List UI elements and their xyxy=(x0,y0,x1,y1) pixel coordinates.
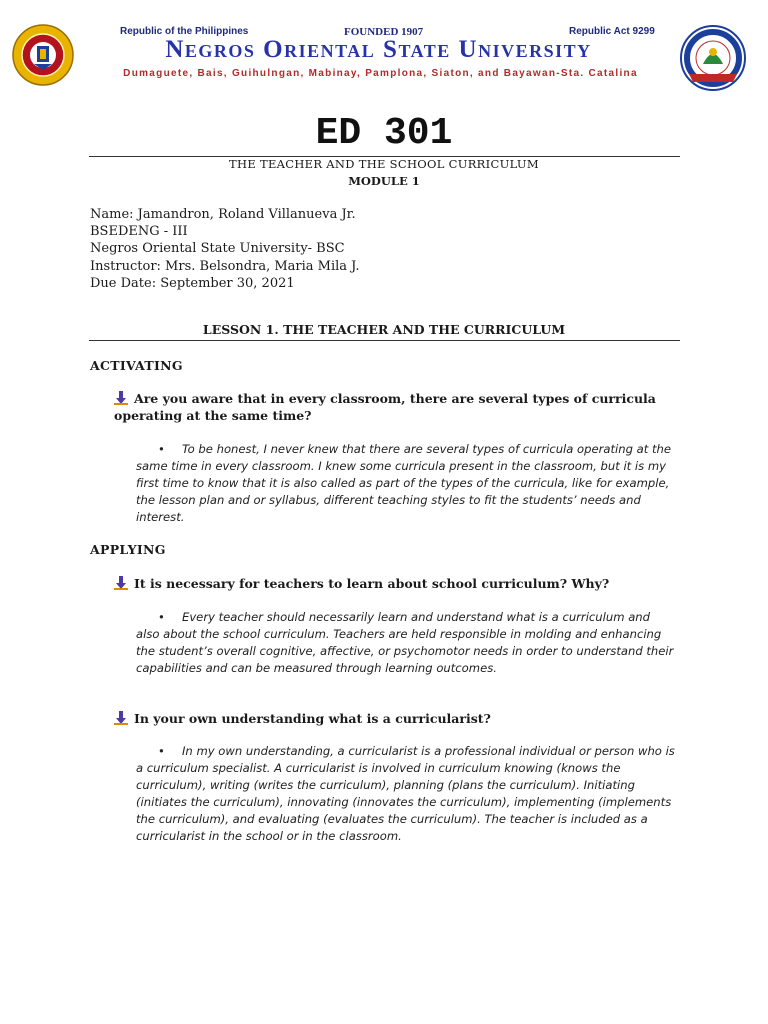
section-applying: APPLYING xyxy=(90,542,166,557)
student-info xyxy=(90,206,360,292)
student-school: Negros Oriental State University- BSC xyxy=(90,241,345,257)
question-3 xyxy=(114,710,679,727)
down-arrow-icon xyxy=(114,391,128,405)
down-arrow-icon xyxy=(114,711,128,725)
lesson-divider xyxy=(89,340,680,341)
section-activating: ACTIVATING xyxy=(90,358,183,373)
question-3-text: In your own understanding what is a curricularist? xyxy=(134,711,491,726)
lesson-title: LESSON 1. THE TEACHER AND THE CURRICULUM xyxy=(202,322,566,337)
republic-label: Republic of the Philippines xyxy=(120,26,249,37)
student-due-date: Due Date: September 30, 2021 xyxy=(90,275,295,291)
student-name: Name: Jamandron, Roland Villanueva Jr. xyxy=(90,207,356,222)
answer-1-text: To be honest, I never knew that there are several types of curricula operating at the same time in every classroom. I knew some curricula present in the classroom, but it is my first time to know that it is also called as part of the types of the curricula, like for example, the lesson plan and or syllabus, different teaching styles to fit the students’ needs and interest. xyxy=(136,442,672,524)
founded-label: FOUNDED 1907 xyxy=(344,26,424,38)
question-2 xyxy=(114,575,679,592)
answer-3-text: In my own understanding, a curricularist is a professional individual or person who is a curriculum specialist. A curricularist is involved in curriculum knowing (knows the curriculum), writing (writes the curriculum), planning (plans the curriculum). Initiating (initiates the curriculum), innovating (innovates the curriculum), implementing (implements the curriculum), and evaluating (evaluates the curriculum). The teacher is included as a curricularist in the school or in the classroom. xyxy=(136,744,675,843)
bullet-icon: • xyxy=(158,744,165,758)
answer-2-text: Every teacher should necessarily learn and understand what is a curriculum and also about the school curriculum. Teachers are held responsible in molding and enhancing the student’s overall cognitive, affective, or psychomotor needs in order to understand their capabilities and can be measured through learning outcomes. xyxy=(136,610,674,675)
republic-act-label: Republic Act 9299 xyxy=(569,26,655,37)
campus-list: Dumaguete, Bais, Guihulngan, Mabinay, Pamplona, Siaton, and Bayawan-Sta. Catalina xyxy=(123,68,638,79)
answer-2 xyxy=(136,609,676,677)
question-1 xyxy=(114,390,679,424)
university-seal-icon xyxy=(12,24,74,86)
course-code: ED 301 xyxy=(315,112,453,155)
bullet-icon: • xyxy=(158,442,165,456)
student-instructor: Instructor: Mrs. Belsondra, Maria Mila J. xyxy=(90,258,360,274)
question-2-text: It is necessary for teachers to learn about school curriculum? Why? xyxy=(134,576,610,591)
course-subtitle: THE TEACHER AND THE SCHOOL CURRICULUM xyxy=(229,157,539,171)
answer-3 xyxy=(136,743,676,845)
bullet-icon: • xyxy=(158,610,165,624)
answer-1 xyxy=(136,441,676,526)
question-1-text: Are you aware that in every classroom, there are several types of curricula operating at the same time? xyxy=(114,391,656,423)
module-label: MODULE 1 xyxy=(348,174,420,188)
student-course: BSEDENG - III xyxy=(90,224,188,240)
down-arrow-icon xyxy=(114,576,128,590)
campus-seal-icon xyxy=(679,24,747,92)
letterhead xyxy=(0,0,768,100)
university-name: Negros Oriental State University xyxy=(165,36,592,63)
